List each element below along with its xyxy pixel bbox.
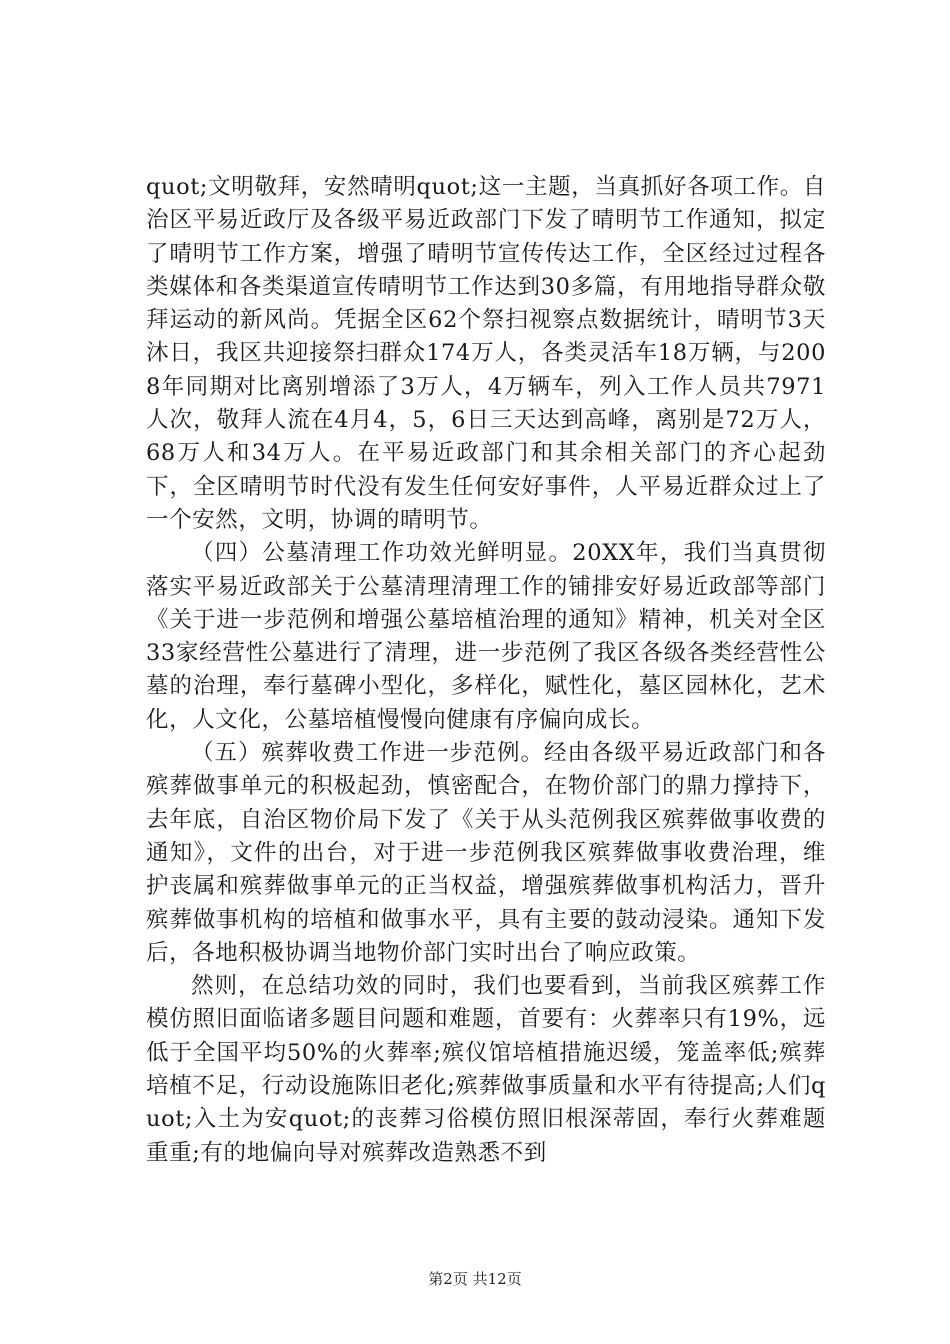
paragraph-2: （四）公墓清理工作功效光鲜明显。20XX年，我们当真贯彻落实平易近政部关于公墓清理清理工作的铺排安好易近政部等部门《关于进一步范例和增强公墓培植治理的通知》精神，机关对全区33家经营性公墓进行了清理，进一步范例了我区各级各类经营性公墓的治理，奉行墓碑小型化，多样化，赋性化，墓区园林化，艺术化，人文化，公墓培植慢慢向健康有序偏向成长。 bbox=[146, 540, 826, 733]
document-body bbox=[146, 171, 826, 1170]
page-footer: 第2页 共12页 bbox=[428, 1270, 522, 1288]
paragraph-4: 然则，在总结功效的同时，我们也要看到，当前我区殡葬工作模仿照旧面临诸多题目问题和难题，首要有：火葬率只有19%，远低于全国平均50%的火葬率;殡仪馆培植措施迟缓，笼盖率低;殡葬培植不足，行动设施陈旧老化;殡葬做事质量和水平有待提高;人们quot;入土为安quot;的丧葬习俗模仿照旧根深蒂固，奉行火葬难题重重;有的地偏向导对殡葬改造熟悉不到 bbox=[146, 973, 826, 1166]
paragraph-3: （五）殡葬收费工作进一步范例。经由各级平易近政部门和各殡葬做事单元的积极起劲，慎密配合，在物价部门的鼎力撑持下，去年底，自治区物价局下发了《关于从头范例我区殡葬做事收费的通知》，文件的出台，对于进一步范例我区殡葬做事收费治理，维护丧属和殡葬做事单元的正当权益，增强殡葬做事机构活力，晋升殡葬做事机构的培植和做事水平，具有主要的鼓动浸染。通知下发后，各地积极协调当地物价部门实时出台了响应政策。 bbox=[146, 740, 826, 966]
paragraph-1: quot;文明敬拜，安然晴明quot;这一主题，当真抓好各项工作。自治区平易近政厅及各级平易近政部门下发了晴明节工作通知，拟定了晴明节工作方案，增强了晴明节宣传传达工作，全区经过过程各类媒体和各类渠道宣传晴明节工作达到30多篇，有用地指导群众敬拜运动的新风尚。凭据全区62个祭扫视察点数据统计，晴明节3天沐日，我区共迎接祭扫群众174万人，各类灵活车18万辆，与2008年同期对比离别增添了3万人，4万辆车，列入工作人员共7971人次，敬拜人流在4月4，5，6日三天达到高峰，离别是72万人，68万人和34万人。在平易近政部门和其余相关部门的齐心起劲下，全区晴明节时代没有发生任何安好事件，人平易近群众过上了一个安然，文明，协调的晴明节。 bbox=[146, 174, 826, 533]
